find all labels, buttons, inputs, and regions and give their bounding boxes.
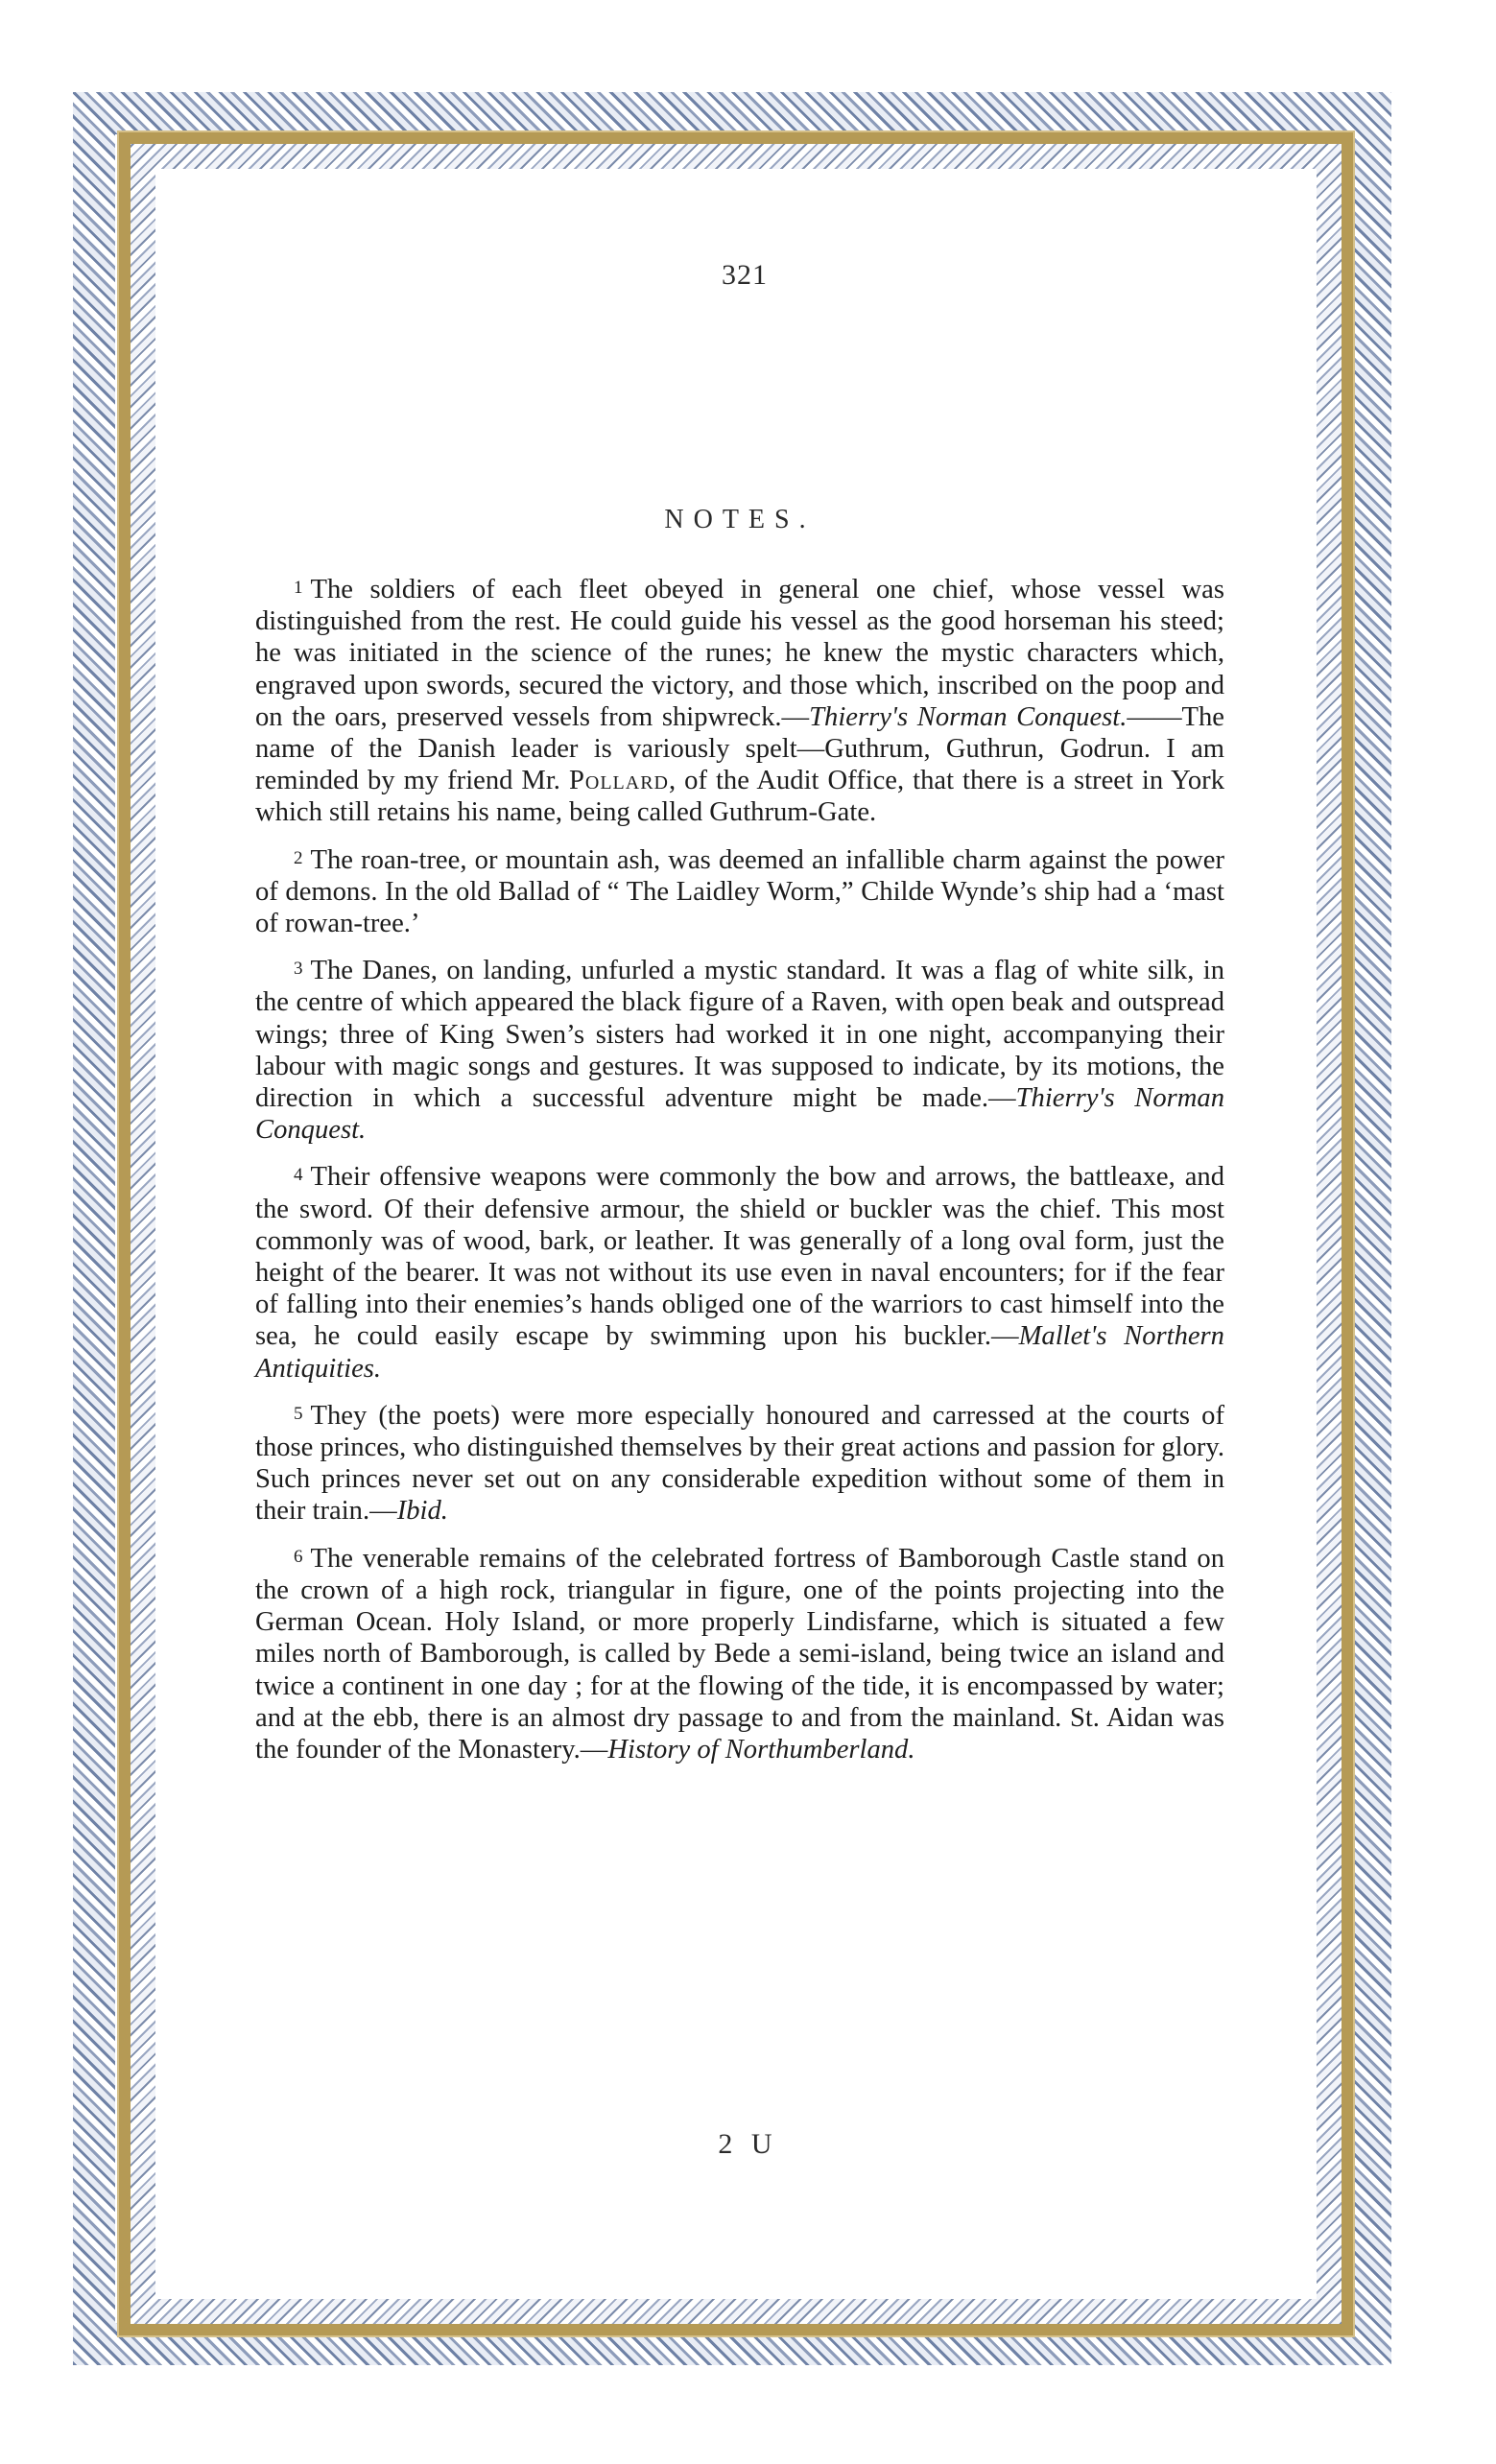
note-source: Thierry's Norman Conquest.: [255, 1083, 1224, 1146]
note-6: [255, 1541, 1224, 1765]
note-1: [255, 572, 1224, 829]
note-5: [255, 1398, 1224, 1528]
note-source: Mallet's Northern Antiquities.: [255, 1321, 1224, 1384]
note-number: 2: [294, 847, 303, 868]
note-text: The venerable remains of the celebrated fortress of Bamborough Castle stand on the crown of a high rock, triangular in figure, one of the points projecting into the German Ocean. Holy Island, or more properly Lindisfarne, which is situated a few miles north of Bamborough, is called by Bede a semi-island, being twice an island and twice a continent in one day ; for at the flowing of the tide, it is encompassed by water; and at the ebb, there is an almost dry passage to and from the mainland. St. Aidan was the founder of the Monastery.—: [255, 1543, 1224, 1765]
note-number: 5: [294, 1403, 303, 1424]
note-text: The soldiers of each fleet obeyed in general one chief, whose vessel was distinguished from the rest. He could guide his vessel as the good horseman his steed; he was initiated in the science of the runes; he knew the mystic characters which, engraved upon swords, secured the victory, and those which, inscribed on the poop and on the oars, preserved vessels from shipwreck.—: [255, 575, 1224, 732]
note-source: Ibid.: [396, 1496, 448, 1527]
person-name: Pollard: [568, 766, 669, 796]
note-text: The Danes, on landing, unfurled a mystic standard. It was a flag of white silk, in the centre of which appeared the black figure of a Raven, with open beak and outspread wings; three of King Swen’s sisters had worked it in one night, accompanying their labour with magic songs and gestures. It was supposed to indicate, by its motions, the direction in which a successful adventure might be made.—: [255, 956, 1224, 1114]
signature-mark: 2 U: [718, 2128, 778, 2160]
page-number: 321: [722, 259, 768, 291]
text-block: [255, 259, 1224, 1779]
note-4: [255, 1159, 1224, 1384]
notes-heading: NOTES.: [664, 505, 816, 534]
note-text: They (the poets) were more especially honoured and carressed at the courts of those princes, who distinguished themselves by their great actions and passion for glory. Such princes never set out on any considerable expedition without some of them in their train.—: [255, 1400, 1224, 1527]
note-3: [255, 953, 1224, 1146]
note-source: History of Northumberland.: [607, 1734, 915, 1765]
note-text-continued: ——The name of the Danish leader is variously spelt—Guthrum, Guthrun, Godrun. I am reminded by my friend Mr.: [255, 701, 1225, 796]
note-number: 3: [294, 959, 303, 980]
notes-list: [255, 572, 1224, 1765]
note-source: Thierry's Norman Conquest.: [809, 701, 1128, 732]
note-2: [255, 842, 1224, 940]
note-text-end: , of the Audit Office, that there is a street in York which still retains his name, being called Guthrum-Gate.: [255, 766, 1224, 828]
note-number: 6: [294, 1546, 303, 1567]
note-number: 1: [294, 578, 303, 598]
note-number: 4: [294, 1165, 303, 1186]
note-text: The roan-tree, or mountain ash, was deemed an infallible charm against the power of demons. In the old Ballad of “ The Laidley Worm,” Childe Wynde’s ship had a ‘mast of rowan-tree.’: [255, 844, 1224, 939]
note-text: Their offensive weapons were commonly the bow and arrows, the battleaxe, and the sword. Of their defensive armour, the shield or buckler was the chief. This most commonly was of wood, bark, or leather. It was generally of a long oval form, just the height of the bearer. It was not without its use even in naval encounters; for if the fear of falling into their enemies’s hands obliged one of the warriors to cast himself into the sea, he could easily escape by swimming upon his buckler.—: [255, 1162, 1224, 1352]
